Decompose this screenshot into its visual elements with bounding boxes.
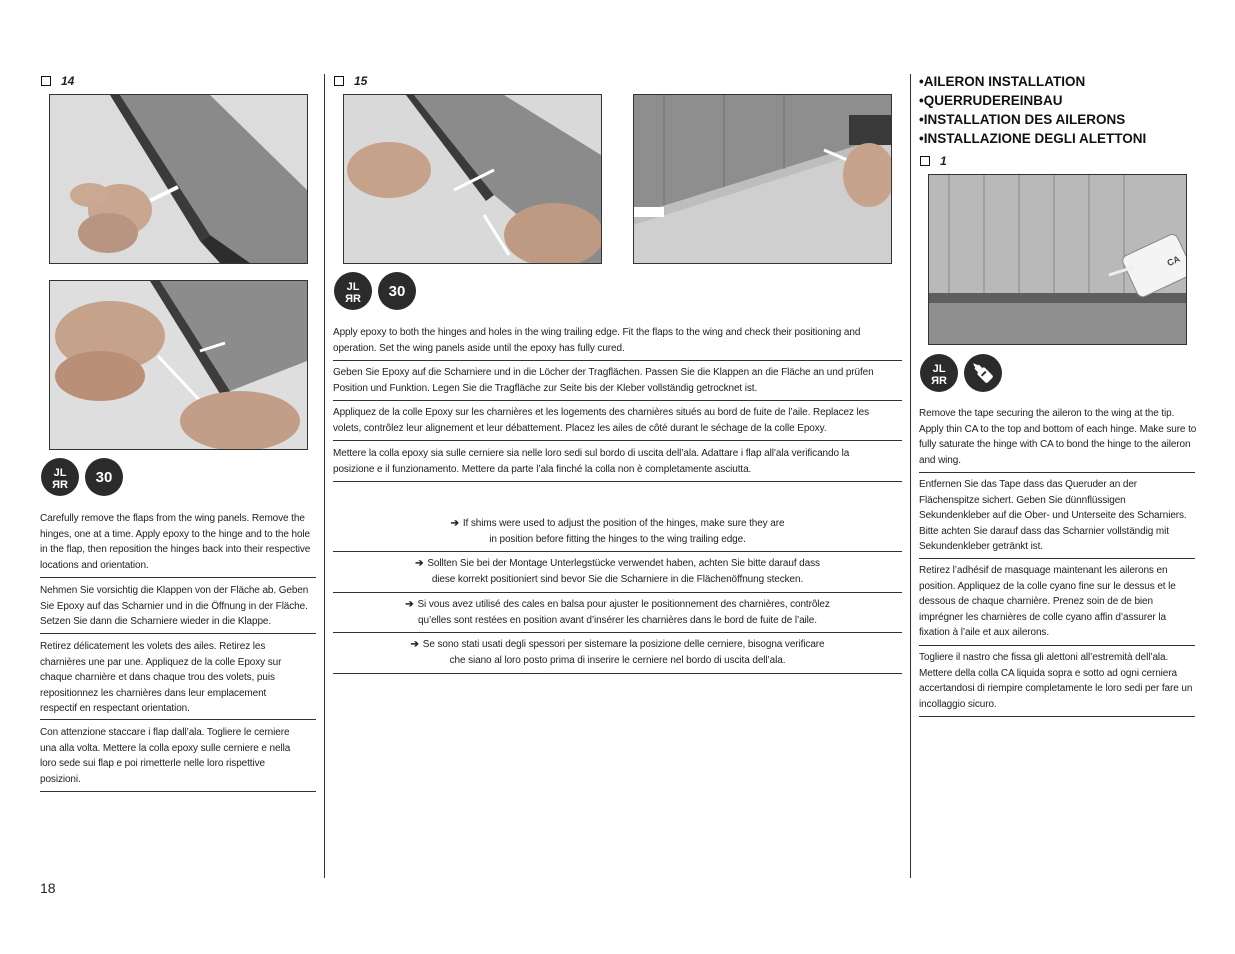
left-right-hand-icon (920, 354, 958, 392)
tip-de: ➔ Sollten Sie bei der Montage Unterlegstücke verwendet haben, achten Sie bitte darauf dass diese korrekt positioniert sind bevor Sie die Scharniere in die Flächenöffnung stecken. (415, 558, 820, 585)
divider (333, 481, 902, 482)
photo-step14-hinge-epoxy (49, 280, 308, 450)
divider (40, 791, 316, 792)
svg-text:JL: JL (932, 363, 946, 375)
tip-fr: ➔ Si vous avez utilisé des cales en balsa pour ajuster le positionnement des charnières, contrôlez qu’elles sont restées en position avant d’insérer les charnières dans le bord de fuite de l’aile. (405, 599, 830, 626)
col1-it-text: Con attenzione staccare i flap dall’ala. Togliere le cerniere una alla volta. Mettere la colla epoxy sulle cerniere e nella loro sede sui flap e poi rimetterle nelle loro rispettive posizioni. (40, 727, 291, 785)
photo-step15-wing-trailing-edge (633, 94, 892, 264)
step-14-label: 14 (41, 74, 74, 88)
svg-text:ЯR: ЯR (345, 293, 361, 304)
divider (40, 577, 316, 578)
col1-de-text: Nehmen Sie vorsichtig die Klappen von der Fläche ab. Geben Sie Epoxy auf das Scharnier und in die Öffnung in der Fläche. Setzen Sie dann die Scharniere wieder in die Klappe. (40, 585, 309, 627)
tip-it: ➔ Se sono stati usati degli spessori per sistemare la posizione delle cerniere, bisogna verificare che siano al loro posto prima di inserire le cerniere nel bordo di uscita dell’ala. (410, 639, 825, 666)
ca-bottle-label: CA (1165, 253, 1182, 269)
divider (919, 645, 1195, 646)
checkbox-icon[interactable] (334, 76, 344, 86)
col3-en-text: Remove the tape securing the aileron to the wing at the tip. Apply thin CA to the top and bottom of each hinge. Make sure to fully saturate the hinge with CA to bond the hinge to the aileron and wing. (919, 408, 1197, 466)
timer-30-icon: 30 (85, 458, 123, 496)
svg-text:JL: JL (53, 467, 67, 479)
col3-de-text: Entfernen Sie das Tape dass das Queruder an der Flächenspitze sichert. Geben Sie dünnflüssigen Sekundenkleber auf die Ober- und Unterseite des Scharniers. Bitte achten Sie darauf dass das Scharnier vollständig mit Sekundenkleber getränkt ist. (919, 479, 1187, 552)
photo-step14-hinge-insert (49, 94, 308, 264)
step-15-label: 15 (334, 74, 367, 88)
ca-glue-bottle-icon (964, 354, 1002, 392)
left-right-hand-icon (41, 458, 79, 496)
page-number: 18 (40, 880, 56, 896)
photo-step15-fit-flap (343, 94, 602, 264)
divider (333, 673, 902, 674)
step-1-label: 1 (920, 154, 947, 168)
timer-30-icon: 30 (378, 272, 416, 310)
arrow-right-icon: ➔ (415, 558, 424, 569)
col2-fr-text: Appliquez de la colle Epoxy sur les charnières et les logements des charnières situés au bord de fuite de l’aile. Replacez les volets, contrôlez leur alignement et leur débattement. Placez les ailes de côté durant le séchage de la colle Epoxy. (333, 407, 870, 434)
tip-en: ➔ If shims were used to adjust the position of the hinges, make sure they are in position before fitting the hinges to the wing trailing edge. (450, 518, 785, 545)
divider (333, 440, 902, 441)
svg-text:JL: JL (346, 281, 360, 293)
arrow-right-icon: ➔ (405, 599, 414, 610)
checkbox-icon[interactable] (41, 76, 51, 86)
svg-text:ЯR: ЯR (52, 479, 68, 490)
divider (919, 558, 1195, 559)
col2-it-text: Mettere la colla epoxy sia sulle cerniere sia nelle loro sedi sul bordo di uscita dell’ala. Adattare i flap all’ala verificando la posizione e il funzionamento. Mettere da parte l’ala finché la colla non è completamente asciutta. (333, 448, 850, 475)
divider (333, 400, 902, 401)
svg-text:ЯR: ЯR (931, 375, 947, 386)
divider (919, 472, 1195, 473)
arrow-right-icon: ➔ (450, 518, 459, 529)
arrow-right-icon: ➔ (410, 639, 419, 650)
col2-de-text: Geben Sie Epoxy auf die Scharniere und in die Löcher der Tragflächen. Passen Sie die Klappen an die Fläche an und prüfen Position und Funktion. Legen Sie die Tragfläche zur Seite bis der Kleber vollständig getrocknet ist. (333, 367, 874, 394)
divider (919, 716, 1195, 717)
section-heading: •AILERON INSTALLATION •QUERRUDEREINBAU •INSTALLATION DES AILERONS •INSTALLAZIONE DEGLI ALETTONI (919, 74, 1147, 146)
col3-fr-text: Retirez l’adhésif de masquage maintenant les ailerons en position. Appliquez de la colle cyano fine sur le dessus et le dessous de chaque charnière. Prenez soin de de bien imprégner les charnières de colle cyano affin d’assurer la fixation à l’aile et aux ailerons. (919, 565, 1176, 638)
col2-en-text: Apply epoxy to both the hinges and holes in the wing trailing edge. Fit the flaps to the wing and check their positioning and operation. Set the wing panels aside until the epoxy has fully cured. (333, 327, 861, 354)
divider (333, 632, 902, 633)
col1-fr-text: Retirez délicatement les volets des ailes. Retirez les charnières une par une. Appliquez de la colle Epoxy sur chaque charnière et dans chaque trou des volets, puis repositionnez les charnières dans leur emplacement respectif en respectant orientation. (40, 641, 282, 714)
column-separator (324, 74, 325, 878)
divider (333, 592, 902, 593)
col3-it-text: Togliere il nastro che fissa gli alettoni all’estremità dell’ala. Mettere della colla CA liquida sopra e sotto ad ogni cerniera accertandosi di riempire completamente le loro sedi per fare un incollaggio sicuro. (919, 652, 1193, 710)
divider (40, 719, 316, 720)
checkbox-icon[interactable] (920, 156, 930, 166)
divider (333, 551, 902, 552)
column-separator (910, 74, 911, 878)
divider (333, 360, 902, 361)
photo-aileron-ca-application (928, 174, 1187, 345)
col1-en-text: Carefully remove the flaps from the wing panels. Remove the hinges, one at a time. Apply epoxy to the hinge and to the hole in the flap, then reposition the hinges back into their respective locations and orientation. (40, 513, 311, 571)
divider (40, 633, 316, 634)
left-right-hand-icon (334, 272, 372, 310)
